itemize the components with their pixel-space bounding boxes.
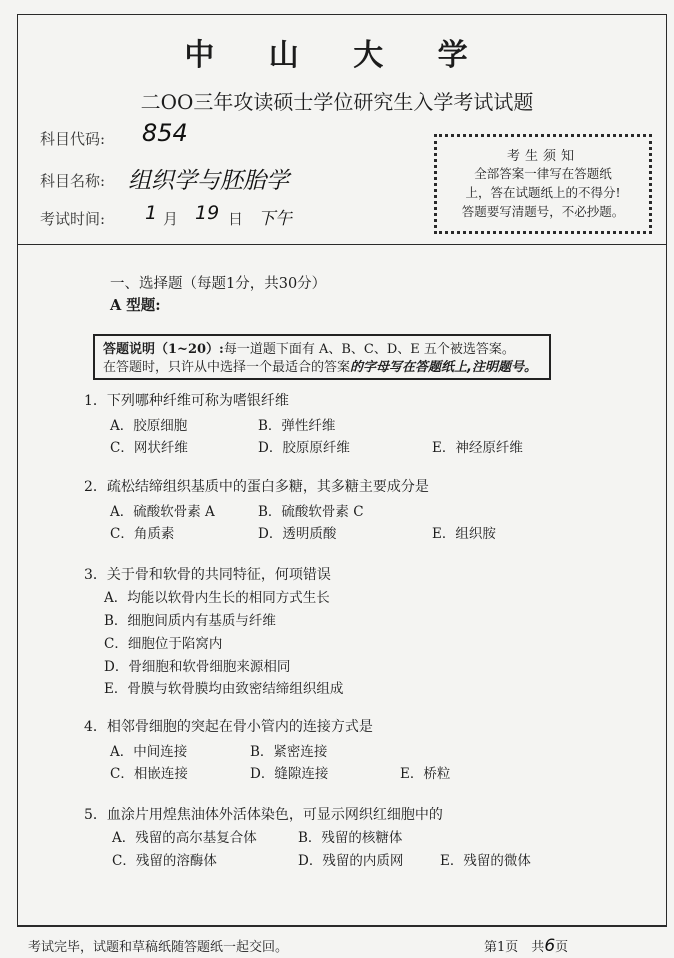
question-stem: 5．血涂片用煌焦油体外活体染色，可显示网织红细胞中的: [84, 807, 443, 823]
university-name: 中 山 大 学: [184, 38, 490, 73]
page-total: 6: [544, 936, 556, 956]
question-option: B．残留的核糖体: [298, 830, 403, 846]
question-stem: 3．关于骨和软骨的共同特征，何项错误: [84, 567, 331, 583]
instructions-box: [93, 334, 551, 380]
page-current: 1: [497, 940, 506, 955]
footer-divider: [17, 926, 667, 927]
question-option: A．胶原细胞: [110, 418, 188, 434]
footer-note: 考试完毕，试题和草稿纸随答题纸一起交回。: [28, 940, 289, 955]
subject-code-label: 科目代码:: [40, 130, 106, 148]
instructions-label: 答题说明（1~20）:: [103, 342, 224, 357]
section-heading: 一、选择题（每题1分，共30分）: [110, 276, 327, 292]
question-option: B．紧密连接: [250, 744, 328, 760]
exam-time-day-unit: 日: [228, 210, 244, 228]
question-option: D．缝隙连接: [250, 766, 329, 782]
question-option: E．桥粒: [400, 766, 451, 782]
notice-line: 上，答在试题纸上的不得分!: [465, 185, 621, 200]
question-option: D．透明质酸: [258, 526, 337, 542]
question-option: E．骨膜与软骨膜均由致密结缔组织组成: [104, 681, 344, 697]
question-option: D．残留的内质网: [298, 853, 404, 869]
question-option: E．神经原纤维: [432, 440, 523, 456]
question-option: E．残留的微体: [440, 853, 531, 869]
question-option: C．细胞位于陷窝内: [104, 636, 223, 652]
subject-name-label: 科目名称:: [40, 172, 106, 190]
instructions-line1: 每一道题下面有 A、B、C、D、E 五个被选答案。: [223, 342, 515, 357]
question-option: B．弹性纤维: [258, 418, 336, 434]
notice-title: 考生须知: [506, 149, 579, 164]
question-option: D．胶原原纤维: [258, 440, 350, 456]
exam-time-label: 考试时间:: [40, 210, 106, 228]
question-option: A．均能以软骨内生长的相同方式生长: [104, 590, 330, 606]
page-indicator: [484, 936, 568, 956]
question-option: D．骨细胞和软骨细胞来源相同: [104, 659, 291, 675]
question-option: C．残留的溶酶体: [112, 853, 217, 869]
exam-time-day: 19: [195, 202, 220, 224]
instructions-line2: 在答题时，只许从中选择一个最适合的答案: [103, 360, 351, 375]
page-mid: 页 共: [505, 940, 545, 955]
notice-line: 答题要写清题号，不必抄题。: [461, 204, 625, 219]
question-option: E．组织胺: [432, 526, 496, 542]
subject-name-value: 组织学与胚胎学: [128, 168, 289, 194]
header-divider: [17, 244, 667, 245]
question-option: B．硫酸软骨素 C: [258, 504, 364, 520]
notice-line: 全部答案一律写在答题纸: [474, 166, 612, 181]
question-option: C．角质素: [110, 526, 175, 542]
question-option: C．相嵌连接: [110, 766, 188, 782]
question-option: A．中间连接: [110, 744, 188, 760]
question-option: A．残留的高尔基复合体: [112, 830, 257, 846]
question-option: C．网状纤维: [110, 440, 188, 456]
section-subheading: A 型题:: [110, 297, 161, 314]
page-prefix: 第: [484, 940, 498, 955]
subject-code-value: 854: [142, 119, 188, 147]
page-suffix: 页: [555, 940, 569, 955]
question-stem: 2．疏松结缔组织基质中的蛋白多糖，其多糖主要成分是: [84, 479, 429, 495]
exam-title: 二OO三年攻读硕士学位研究生入学考试试题: [140, 90, 534, 114]
question-stem: 1．下列哪种纤维可称为嗜银纤维: [84, 393, 289, 409]
exam-time-month: 1: [145, 202, 158, 224]
question-option: A．硫酸软骨素 A: [110, 504, 215, 520]
candidate-notice: [434, 134, 652, 234]
question-stem: 4．相邻骨细胞的突起在骨小管内的连接方式是: [84, 719, 373, 735]
question-option: B．细胞间质内有基质与纤维: [104, 613, 276, 629]
exam-time-half: 下午: [258, 209, 292, 229]
exam-time-month-unit: 月: [163, 210, 179, 228]
instructions-handwritten: 的字母写在答题纸上,注明题号。: [350, 360, 537, 375]
